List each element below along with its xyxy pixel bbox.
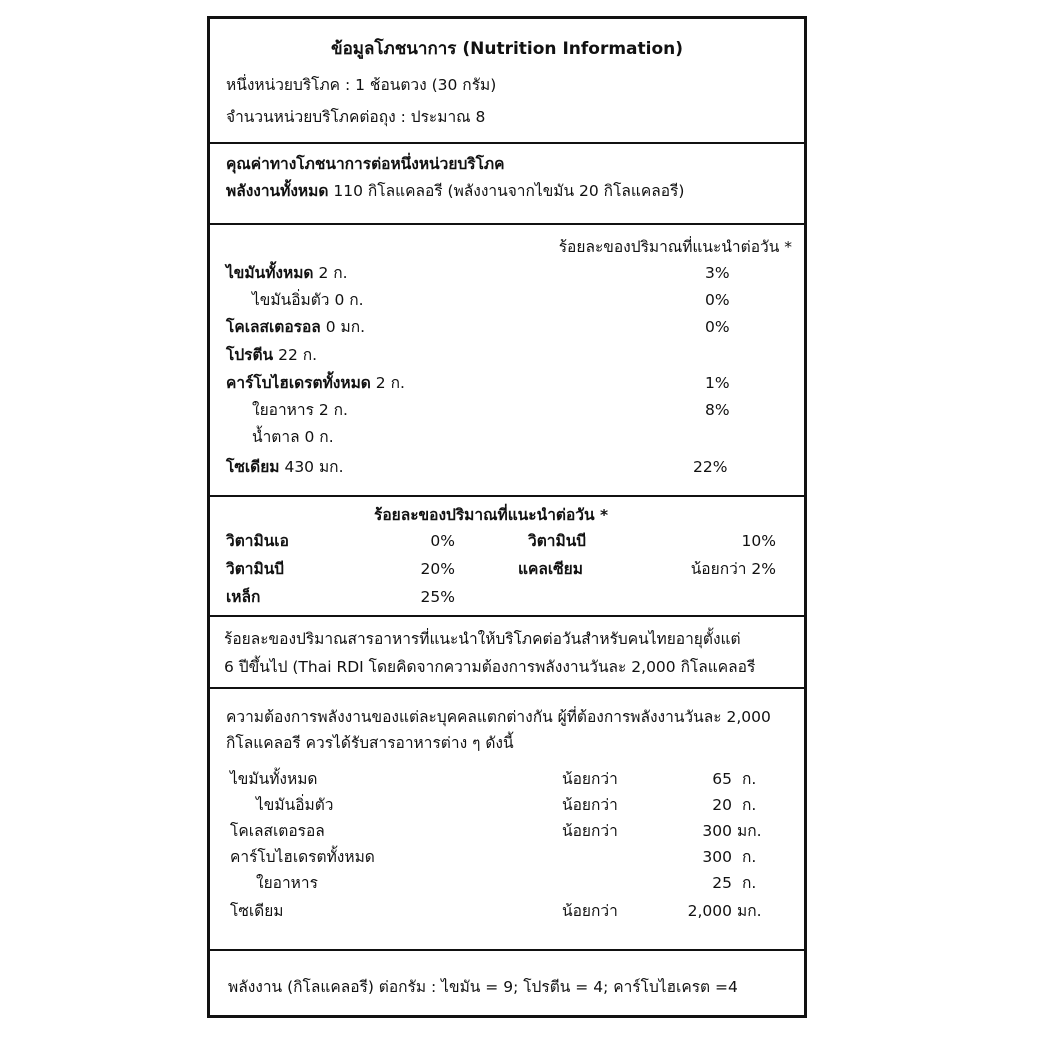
label-header: [210, 19, 804, 144]
vitamin-value: 20%: [420, 560, 455, 578]
nutrient-amount: 2 ก.: [318, 264, 348, 282]
energy-per-gram: พลังงาน (กิโลแคลอรี) ต่อกรัม : ไขมัน = 9; โปรตีน = 4; คาร์โบไฮเครต =4: [228, 978, 738, 996]
footer-section: [210, 951, 804, 1015]
nutrient-row-sodium: [226, 457, 344, 477]
nutrient-name: คาร์โบไฮเดรตทั้งหมด: [226, 374, 371, 392]
requirement-unit: ก.: [742, 848, 757, 866]
nutrition-label: [207, 16, 807, 1018]
servings-per-bag: จำนวนหน่วยบริโภคต่อถุง : ประมาณ 8: [226, 108, 486, 126]
nutrient-dv: 3%: [705, 264, 730, 282]
nutrient-name: ไขมันอิ่มตัว: [252, 291, 330, 309]
vitamin-name: แคลเซียม: [518, 560, 583, 578]
requirement-unit: ก.: [742, 796, 757, 814]
nutrient-dv: 8%: [705, 401, 730, 419]
requirement-name: ใยอาหาร: [256, 874, 318, 892]
requirement-qualifier: น้อยกว่า: [562, 796, 618, 814]
requirement-value: 300: [702, 822, 732, 840]
vitamin-name: วิตามินเอ: [226, 532, 289, 550]
requirement-unit: มก.: [737, 822, 762, 840]
vitamin-value: 0%: [430, 532, 455, 550]
requirement-value: 20: [712, 796, 732, 814]
nutrient-name: โปรตีน: [226, 346, 274, 364]
nutrient-row-saturated-fat: [252, 290, 364, 310]
energy-label: พลังงานทั้งหมด: [226, 182, 329, 200]
requirement-unit: ก.: [742, 770, 757, 788]
nutrient-row-total-carbohydrate: [226, 373, 405, 393]
nutrient-row-total-fat: [226, 263, 348, 283]
requirement-value: 2,000: [687, 902, 732, 920]
requirement-value: 300: [702, 848, 732, 866]
nutrient-amount: 2 ก.: [375, 374, 405, 392]
requirement-unit: มก.: [737, 902, 762, 920]
per-serving-section: [210, 144, 804, 225]
nutrient-amount: 0 ก.: [334, 291, 364, 309]
nutrient-dv: 0%: [705, 318, 730, 336]
requirement-qualifier: น้อยกว่า: [562, 902, 618, 920]
requirement-unit: ก.: [742, 874, 757, 892]
serving-size: หนึ่งหน่วยบริโภค : 1 ช้อนตวง (30 กรัม): [226, 76, 497, 94]
vitamins-section: [210, 497, 804, 617]
nutrient-dv: 1%: [705, 374, 730, 392]
requirement-name: ไขมันทั้งหมด: [230, 770, 318, 788]
requirements-section: [210, 689, 804, 951]
nutrient-amount: 0 มก.: [325, 318, 366, 336]
nutrient-name: ไขมันทั้งหมด: [226, 264, 314, 282]
requirements-intro: ความต้องการพลังงานของแต่ละบุคคลแตกต่างกัน ผู้ที่ต้องการพลังงานวันละ 2,000: [226, 708, 771, 726]
rdi-note-section: [210, 617, 804, 689]
rdi-note-line: ร้อยละของปริมาณสารอาหารที่แนะนำให้บริโภคต่อวันสำหรับคนไทยอายุตั้งแต่: [224, 630, 741, 648]
requirements-intro: กิโลแคลอรี ควรได้รับสารอาหารต่าง ๆ ดังนี้: [226, 734, 514, 752]
nutrient-name: โซเดียม: [226, 458, 280, 476]
nutrient-dv: 22%: [693, 458, 728, 476]
nutrient-name: น้ำตาล: [252, 428, 300, 446]
nutrient-row-cholesterol: [226, 317, 365, 337]
requirement-name: ไขมันอิ่มตัว: [256, 796, 334, 814]
nutrient-amount: 430 มก.: [284, 458, 344, 476]
nutrient-row-dietary-fiber: [252, 400, 348, 420]
vitamin-name: วิตามินบี: [528, 532, 587, 550]
nutrient-amount: 2 ก.: [318, 401, 348, 419]
nutrient-row-sugar: [252, 427, 334, 447]
nutrient-amount: 22 ก.: [278, 346, 318, 364]
vitamin-name: เหล็ก: [226, 588, 261, 606]
vitamin-value: 10%: [741, 532, 776, 550]
nutrient-dv: 0%: [705, 291, 730, 309]
vitamin-value: น้อยกว่า 2%: [690, 560, 776, 578]
requirement-name: โคเลสเตอรอล: [230, 822, 325, 840]
energy-value: 110 กิโลแคลอรี (พลังงานจากไขมัน 20 กิโลแคลอรี): [333, 182, 685, 200]
vitamin-value: 25%: [420, 588, 455, 606]
requirement-qualifier: น้อยกว่า: [562, 770, 618, 788]
per-serving-heading: คุณค่าทางโภชนาการต่อหนึ่งหน่วยบริโภค: [226, 155, 505, 173]
dv-header: ร้อยละของปริมาณที่แนะนำต่อวัน *: [558, 238, 792, 256]
requirement-name: โซเดียม: [230, 902, 284, 920]
requirement-value: 65: [712, 770, 732, 788]
label-title: ข้อมูลโภชนาการ (Nutrition Information): [330, 39, 684, 59]
energy-line: [226, 181, 684, 201]
nutrient-amount: 0 ก.: [304, 428, 334, 446]
requirement-name: คาร์โบไฮเดรตทั้งหมด: [230, 848, 375, 866]
nutrient-name: โคเลสเตอรอล: [226, 318, 321, 336]
rdi-note-line: 6 ปีขึ้นไป (Thai RDI โดยคิดจากความต้องการพลังงานวันละ 2,000 กิโลแคลอรี: [224, 658, 756, 676]
nutrient-row-protein: [226, 345, 317, 365]
nutrients-section: [210, 225, 804, 497]
requirement-value: 25: [712, 874, 732, 892]
nutrient-name: ใยอาหาร: [252, 401, 314, 419]
vitamins-header: ร้อยละของปริมาณที่แนะนำต่อวัน *: [374, 506, 609, 524]
vitamin-name: วิตามินบี: [226, 560, 285, 578]
requirement-qualifier: น้อยกว่า: [562, 822, 618, 840]
